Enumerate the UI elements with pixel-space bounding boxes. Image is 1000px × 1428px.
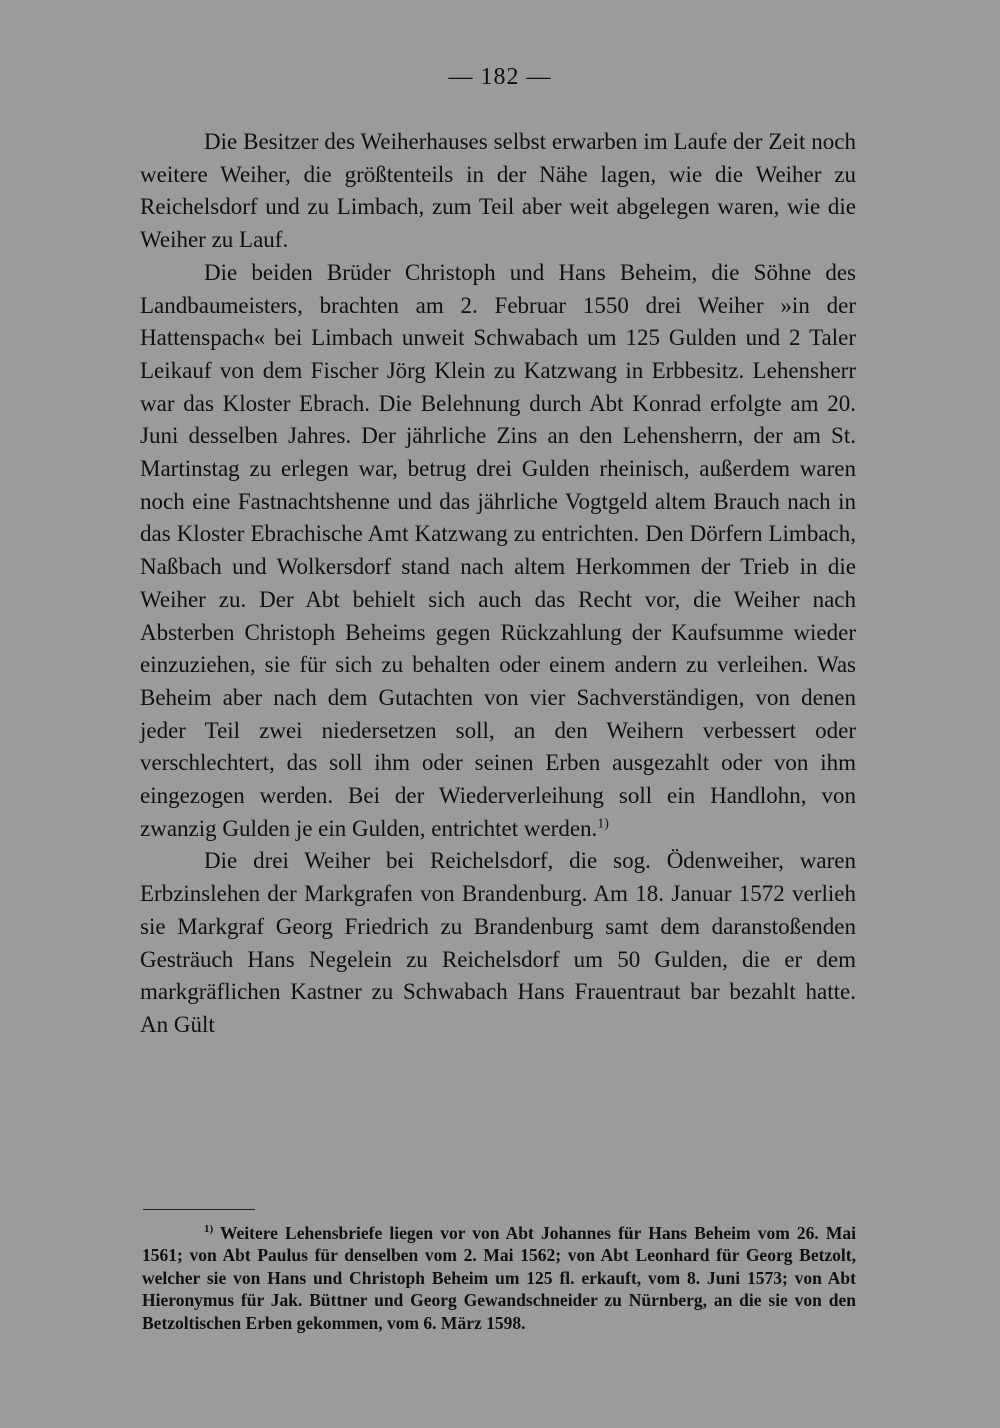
paragraph-3: Die drei Weiher bei Reichelsdorf, die sog. Ödenweiher, waren Erbzinslehen der Markgrafen von Brandenburg. Am 18. Januar 1572 verlieh sie Markgraf Georg Friedrich zu Brandenburg samt dem daranstoßenden Gesträuch Hans Negelein zu Reichelsdorf um 50 Gulden, die er dem markgräflichen Kastner zu Schwabach Hans Frauentraut bar bezahlt hatte. An Gült xyxy=(140,848,856,1037)
footnote xyxy=(142,1222,856,1334)
paragraph-2 xyxy=(140,257,856,846)
paragraph-1: Die Besitzer des Weiherhauses selbst erwarben im Laufe der Zeit noch weitere Weiher, die größtenteils in der Nähe lagen, wie die Weiher zu Reichelsdorf und zu Limbach, zum Teil aber weit abgelegen waren, wie die Weiher zu Lauf. xyxy=(140,129,856,253)
footnote-marker: 1) xyxy=(204,1223,214,1236)
footnote-divider xyxy=(143,1209,255,1210)
body-text xyxy=(140,126,856,1042)
footnote-text: Weitere Lehensbriefe liegen vor von Abt Johannes für Hans Beheim vom 26. Mai 1561; von Abt Paulus für denselben vom 2. Mai 1562; von Abt Leonhard für Georg Betzolt, welcher sie von Hans und Christoph Beheim um 125 fl. erkauft, vom 8. Juni 1573; von Abt Hieronymus für Jak. Büttner und Georg Gewandschneider zu Nürnberg, an die sie von den Betzoltischen Erben gekommen, vom 6. März 1598. xyxy=(142,1223,856,1333)
footnote-reference[interactable]: 1) xyxy=(597,816,609,832)
page-number: — 182 — xyxy=(448,64,552,90)
paragraph-2-text: Die beiden Brüder Christoph und Hans Beheim, die Söhne des Landbaumeisters, brachten am 2. Februar 1550 drei Weiher »in der Hattenspach« bei Limbach unweit Schwabach um 125 Gulden und 2 Taler Leikauf von dem Fischer Jörg Klein zu Katzwang in Erbbesitz. Lehensherr war das Kloster Ebrach. Die Belehnung durch Abt Konrad erfolgte am 20. Juni desselben Jahres. Der jährliche Zins an den Lehensherrn, der am St. Martinstag zu erlegen war, betrug drei Gulden rheinisch, außerdem waren noch eine Fastnachtshenne und das jährliche Vogtgeld altem Brauch nach in das Kloster Ebrachische Amt Katzwang zu entrichten. Den Dörfern Limbach, Naßbach und Wolkersdorf stand nach altem Herkommen der Trieb in die Weiher zu. Der Abt behielt sich auch das Recht vor, die Weiher nach Absterben Christoph Beheims gegen Rückzahlung der Kaufsumme wieder einzuziehen, sie für sich zu behalten oder einem andern zu verleihen. Was Beheim aber nach dem Gutachten von vier Sachverständigen, von denen jeder Teil zwei niedersetzen soll, an den Weihern verbessert oder verschlechtert, das soll ihm oder seinen Erben ausgezahlt oder von ihm eingezogen werden. Bei der Wiederverleihung soll ein Handlohn, von zwanzig Gulden je ein Gulden, entrichtet werden. xyxy=(140,259,856,841)
